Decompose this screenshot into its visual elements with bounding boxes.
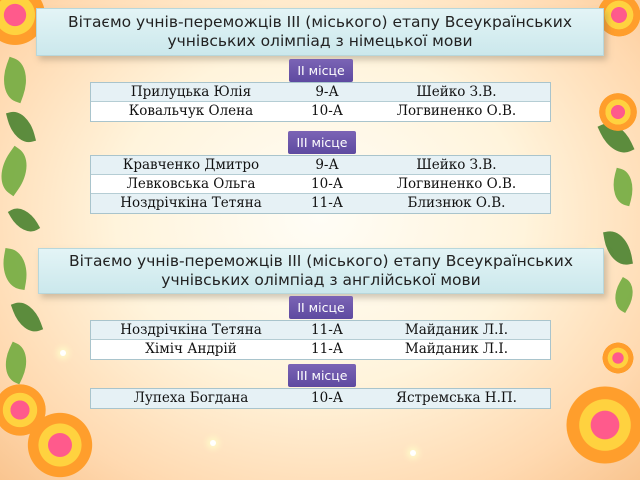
leaf-decoration — [598, 117, 635, 160]
teacher-name: Майданик Л.І. — [404, 322, 509, 338]
banner-title-line2: учнівських олімпіад з німецької мови — [167, 32, 473, 50]
table-row — [91, 156, 550, 175]
flower-decoration — [560, 380, 640, 470]
student-class: 11-А — [311, 341, 343, 357]
flower-decoration — [600, 340, 636, 376]
student-name: Прилуцька Юлія — [130, 84, 252, 100]
english-third-place-tag: ІІІ місце — [288, 364, 356, 387]
german-third-place-tag: ІІІ місце — [288, 131, 356, 154]
sparkle-decoration — [410, 450, 416, 456]
student-name: Левковська Ольга — [126, 176, 256, 192]
table-row — [91, 175, 550, 194]
flower-decoration — [0, 380, 50, 440]
table-row — [91, 102, 550, 121]
student-class: 10-А — [311, 176, 343, 192]
leaf-decoration — [603, 228, 633, 268]
english-olympiad-banner — [38, 248, 604, 294]
student-name: Хіміч Андрій — [145, 341, 237, 357]
german-second-place-table — [90, 82, 551, 122]
student-class: 9-А — [315, 157, 339, 173]
banner-title-line1: Вітаємо учнів-переможців ІІІ (міського) етапу Всеукраїнських — [67, 13, 573, 31]
student-name: Кравченко Дмитро — [122, 157, 260, 173]
flower-decoration — [596, 90, 640, 134]
student-class: 11-А — [311, 195, 343, 211]
teacher-name: Шейко З.В. — [416, 84, 497, 100]
teacher-name: Логвиненко О.В. — [396, 103, 517, 119]
english-second-place-tag: ІІ місце — [289, 296, 353, 319]
teacher-name: Логвиненко О.В. — [396, 176, 517, 192]
table-row — [91, 321, 550, 340]
german-third-place-table — [90, 155, 551, 214]
leaf-decoration — [0, 146, 38, 196]
leaf-decoration — [0, 248, 31, 290]
student-name: Ноздрічкіна Тетяна — [120, 195, 262, 211]
german-olympiad-banner — [36, 8, 604, 56]
student-name: Лупеха Богдана — [133, 390, 249, 406]
sparkle-decoration — [210, 440, 216, 446]
student-class: 10-А — [311, 390, 343, 406]
leaf-decoration — [0, 342, 34, 385]
sparkle-decoration — [60, 350, 66, 356]
leaf-decoration — [11, 297, 43, 336]
english-second-place-table — [90, 320, 551, 360]
teacher-name: Майданик Л.І. — [404, 341, 509, 357]
english-third-place-table — [90, 388, 551, 409]
table-row — [91, 194, 550, 213]
german-second-place-tag: ІІ місце — [289, 59, 353, 82]
student-class: 9-А — [315, 84, 339, 100]
student-class: 10-А — [311, 103, 343, 119]
leaf-decoration — [8, 202, 40, 238]
table-row — [91, 340, 550, 359]
banner-title-line2: учнівських олімпіад з англійської мови — [161, 271, 481, 289]
teacher-name: Близнюк О.В. — [407, 195, 506, 211]
table-row — [91, 389, 550, 408]
table-row — [91, 83, 550, 102]
flower-decoration — [20, 410, 100, 480]
leaf-decoration — [6, 108, 36, 147]
teacher-name: Ястремська Н.П. — [396, 390, 517, 406]
leaf-decoration — [608, 168, 638, 207]
leaf-decoration — [0, 57, 34, 103]
teacher-name: Шейко З.В. — [416, 157, 497, 173]
student-class: 11-А — [311, 322, 343, 338]
student-name: Ноздрічкіна Тетяна — [120, 322, 262, 338]
student-name: Ковальчук Олена — [128, 103, 254, 119]
leaf-decoration — [608, 277, 640, 313]
banner-title-line1: Вітаємо учнів-переможців ІІІ (міського) етапу Всеукраїнських — [68, 252, 574, 270]
